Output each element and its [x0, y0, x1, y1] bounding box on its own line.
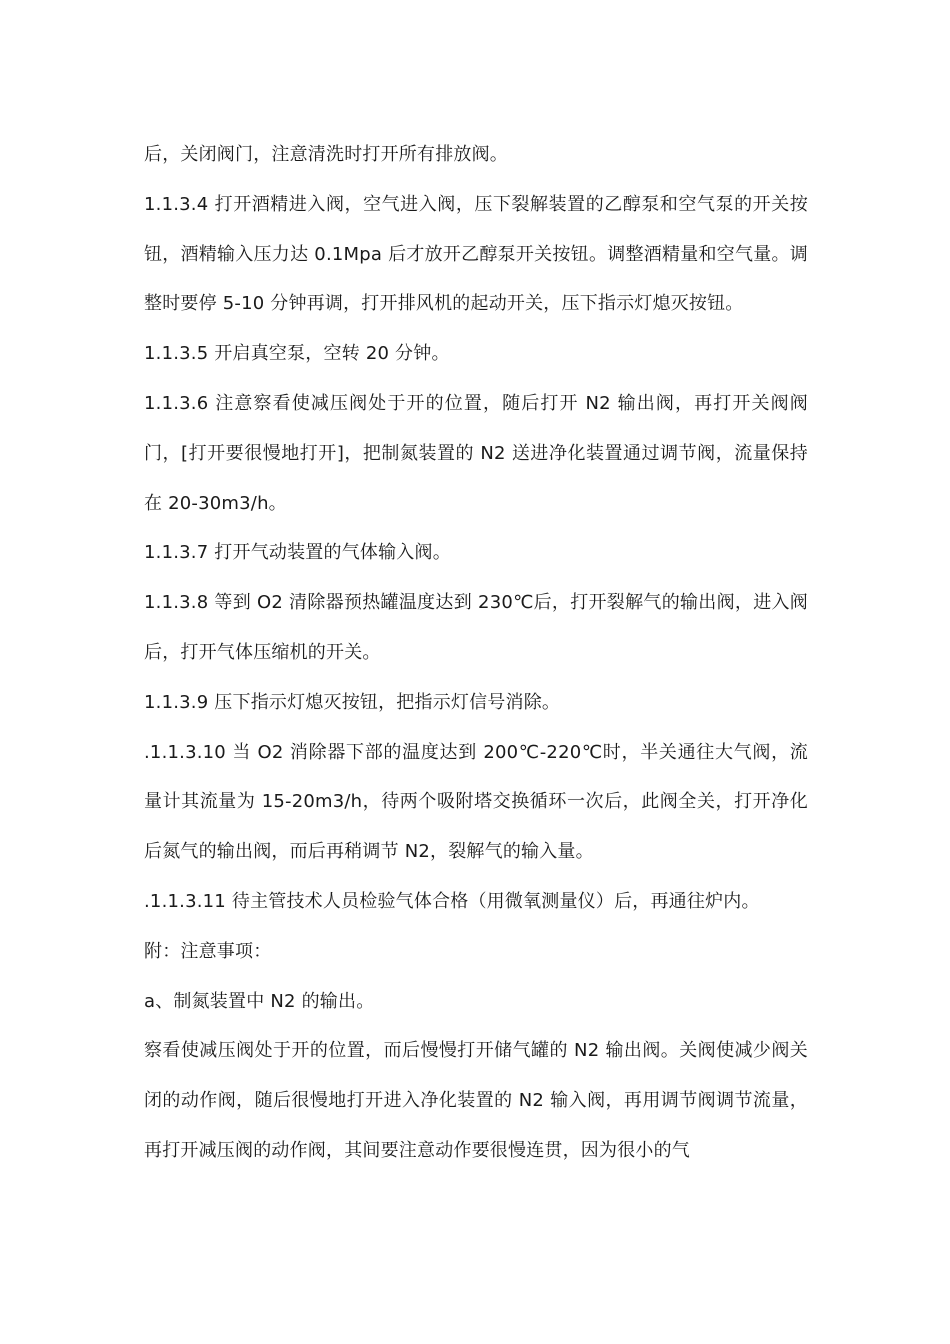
paragraph-step-1-1-3-10: .1.1.3.10 当 O2 消除器下部的温度达到 200℃-220℃时，半关通往大气阀，流量计其流量为 15-20m3/h，待两个吸附塔交换循环一次后，此阀全关，打开净化后氮气的输出阀，而后再稍调节 N2，裂解气的输入量。: [144, 741, 808, 863]
paragraph-step-1-1-3-7: 1.1.3.7 打开气动装置的气体输入阀。: [144, 542, 451, 564]
paragraph-step-1-1-3-8: 1.1.3.8 等到 O2 清除器预热罐温度达到 230℃后，打开裂解气的输出阀，进入阀后，打开气体压缩机的开关。: [144, 592, 808, 663]
document-body: [144, 130, 808, 1176]
paragraph-step-1-1-3-6: 1.1.3.6 注意察看使减压阀处于开的位置，随后打开 N2 输出阀，再打开关阀阀门，[打开要很慢地打开]，把制氮装置的 N2 送进净化装置通过调节阀，流量保持在 20-30m3/h。: [144, 392, 808, 514]
paragraph-step-1-1-3-4: 1.1.3.4 打开酒精进入阀，空气进入阀，压下裂解装置的乙醇泵和空气泵的开关按钮，酒精输入压力达 0.1Mpa 后才放开乙醇泵开关按钮。调整酒精量和空气量。调整时要停 5-10 分钟再调，打开排风机的起动开关，压下指示灯熄灭按钮。: [144, 193, 808, 315]
paragraph-step-1-1-3-5: 1.1.3.5 开启真空泵，空转 20 分钟。: [144, 343, 450, 365]
paragraph-notes-heading: 附：注意事项：: [144, 940, 272, 962]
paragraph-intro: 后，关闭阀门，注意清洗时打开所有排放阀。: [144, 144, 508, 165]
paragraph-note-a: a、制氮装置中 N2 的输出。: [144, 990, 375, 1012]
paragraph-note-a-body: 察看使减压阀处于开的位置，而后慢慢打开储气罐的 N2 输出阀。关阀使减少阀关闭的动作阀，随后很慢地打开进入净化装置的 N2 输入阀，再用调节阀调节流量，再打开减压阀的动作阀，其间要注意动作要很慢连贯，因为很小的气: [144, 1040, 808, 1161]
paragraph-step-1-1-3-9: 1.1.3.9 压下指示灯熄灭按钮，把指示灯信号消除。: [144, 691, 561, 713]
paragraph-step-1-1-3-11: .1.1.3.11 待主管技术人员检验气体合格（用微氧测量仪）后，再通往炉内。: [144, 890, 760, 912]
